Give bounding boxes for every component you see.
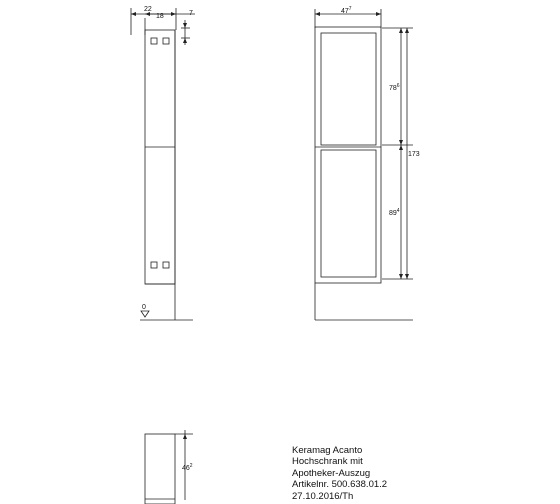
arrow (376, 12, 381, 16)
caption-line-1: Keramag Acanto (292, 445, 363, 456)
arrow (399, 28, 403, 33)
plan-height-label (182, 463, 193, 472)
arrow (171, 12, 176, 16)
arrow (183, 434, 187, 439)
front-view (315, 9, 413, 320)
front-upper-door (321, 33, 376, 145)
hinge-bottom-left (151, 262, 157, 268)
arrow (183, 23, 187, 28)
side-depth-inner-label: 18 (156, 13, 164, 20)
front-upper-height-main: 78 (389, 85, 397, 92)
arrow (405, 274, 409, 279)
side-cabinet-body (145, 30, 175, 284)
arrow (399, 274, 403, 279)
plan-cabinet-body (145, 434, 175, 504)
side-top-offset-label: 7 (189, 10, 193, 17)
arrow (399, 140, 403, 145)
front-lower-door (321, 150, 376, 277)
arrow (399, 145, 403, 150)
front-total-height-label (408, 151, 420, 158)
plan-height-main: 46 (182, 465, 190, 472)
floor-level-label: 0 (142, 304, 146, 311)
front-lower-height-sup: 4 (396, 208, 400, 214)
arrow (183, 38, 187, 43)
front-width-main: 47 (341, 8, 349, 15)
caption-line-2: Hochschrank mit (292, 456, 363, 468)
front-cabinet-body (315, 27, 381, 283)
plan-height-sup: 2 (189, 463, 193, 469)
floor-level-marker (141, 311, 149, 317)
caption-line-3: Apotheker-Auszug (292, 467, 371, 479)
front-lower-height-main: 89 (389, 210, 397, 217)
front-upper-height-label (389, 83, 400, 92)
caption-line-4: Artikelnr. 500.638.01.2 (292, 479, 388, 491)
caption-line-5: 27.10.2016/Th (292, 490, 354, 502)
arrow (405, 28, 409, 33)
side-depth-total-label: 22 (144, 6, 152, 13)
hinge-top-right (163, 38, 169, 44)
hinge-bottom-right (163, 262, 169, 268)
front-upper-height-sup: 6 (396, 83, 400, 89)
arrow (131, 12, 136, 16)
arrow (315, 12, 320, 16)
hinge-top-left (151, 38, 157, 44)
product-caption (292, 445, 387, 502)
front-lower-height-label (389, 208, 400, 217)
side-view (131, 8, 195, 320)
front-total-height-main: 173 (408, 151, 420, 158)
front-width-sup: 7 (348, 6, 352, 12)
